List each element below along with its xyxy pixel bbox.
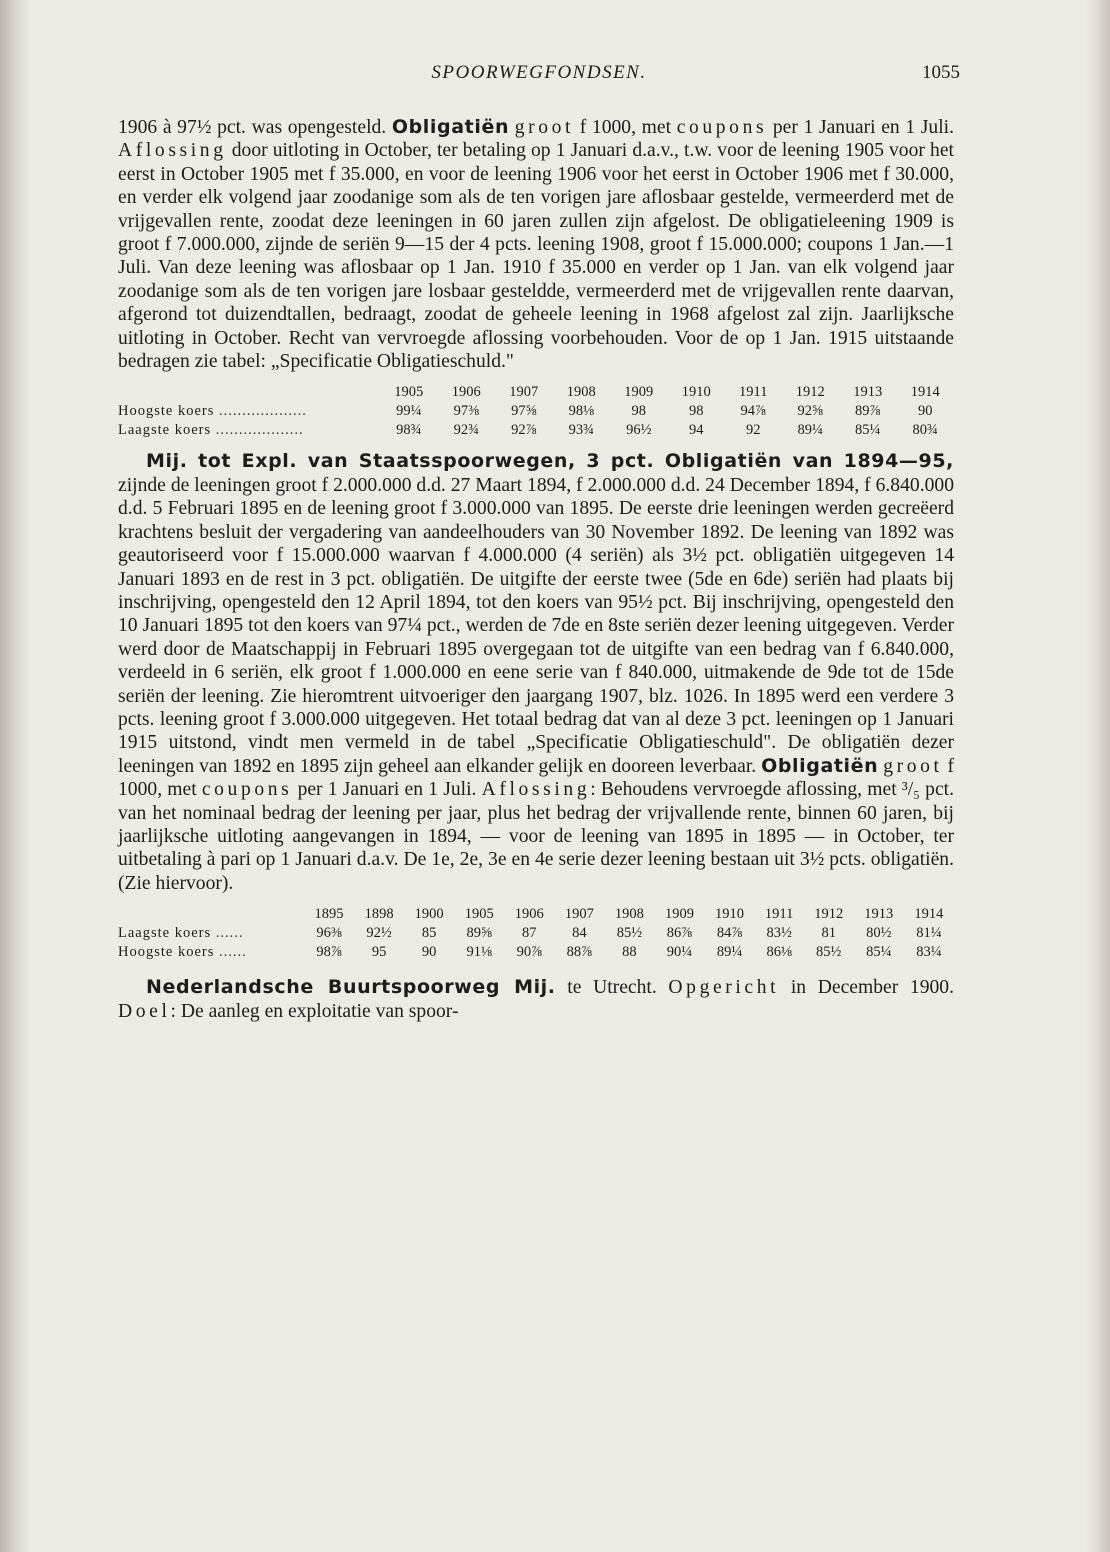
value-cell: 89¼	[797, 422, 823, 439]
value-cell: 90¼	[666, 944, 693, 961]
value-cell: 85	[421, 925, 437, 942]
value-cell: 88	[622, 944, 637, 961]
row-label-cell	[118, 421, 380, 440]
year-cell: 1905	[394, 384, 424, 401]
year-cell: 1898	[364, 906, 394, 923]
value-cell: 96⅜	[316, 925, 342, 942]
body-text	[118, 116, 954, 1023]
value-cell: 84⅞	[716, 925, 743, 942]
page-number: 1055	[922, 62, 960, 83]
value-cell: 83½	[766, 925, 792, 942]
value-cell: 91⅛	[466, 944, 492, 961]
spaced-term-aflossing: Aflossing	[118, 140, 227, 162]
year-cell: 1909	[624, 384, 654, 401]
value-cell: 92¾	[453, 422, 479, 439]
text-run: : Behoudens vervroegde aflossing, met ³/₅ pct. van het nominaal bedrag der leening per jaar, plus het bedrag der vrijvallende rente, binnen 60 jaren, bij jaarlijksche uitloting aangevangen in 1894, — voor de leening van 1895 in 1895 — in October, ter uitbetaling à pari op 1 Januari d.a.v. De 1e, 2e, 3e en 4e serie dezer leening bestaan uit 3½ pcts. obligatiën. (Zie hiervoor).	[118, 779, 955, 894]
value-cell: 81	[821, 925, 836, 942]
year-cell: 1905	[464, 906, 494, 923]
page-right-edge	[1084, 0, 1110, 1552]
value-cell: 98⅛	[568, 403, 594, 420]
koers-table-1	[118, 383, 954, 440]
running-title: SPOORWEGFONDSEN.	[431, 62, 647, 83]
row-label: Laagste koers	[118, 422, 212, 439]
table-row-hoogste-koers	[118, 943, 954, 962]
value-cell: 85¼	[866, 944, 892, 961]
text-run: in December 1900.	[779, 977, 954, 999]
value-cell: 99¼	[396, 403, 422, 420]
value-cell: 80½	[866, 925, 892, 942]
value-cell: 89¼	[716, 944, 743, 961]
page-left-edge	[0, 0, 32, 1552]
value-cell: 87	[522, 925, 537, 942]
value-cell: 85¼	[855, 422, 881, 439]
value-cell: 83¼	[916, 944, 942, 961]
dot-leader: ......	[215, 925, 244, 942]
spaced-term-coupons: coupons	[676, 117, 768, 138]
value-cell: 98	[689, 403, 704, 420]
value-cell: 85½	[616, 925, 643, 942]
table-corner	[118, 383, 380, 402]
page-header	[118, 62, 960, 88]
heading-obligatien: Obligatiën	[391, 116, 510, 138]
spaced-term-groot: groot	[883, 755, 943, 777]
year-cell: 1908	[614, 906, 644, 923]
value-cell: 92½	[366, 925, 392, 942]
row-label-cell	[118, 924, 304, 943]
text-run: : De aanleg en exploitatie van spoor-	[170, 1000, 459, 1022]
value-cell: 89⅞	[855, 403, 881, 420]
value-cell: 89⅝	[466, 925, 492, 942]
value-cell: 84	[572, 925, 587, 942]
text-run: f 1000, met	[574, 117, 677, 138]
heading-obligatien: Obligatiën	[761, 754, 879, 777]
year-cell: 1912	[795, 384, 825, 401]
value-cell: 86⅛	[766, 944, 792, 961]
koers-table-2-header	[118, 905, 954, 924]
value-cell: 80¾	[912, 422, 938, 439]
text-run: per 1 Januari en 1 Juli.	[767, 117, 954, 138]
paragraph-buurtspoorweg	[118, 976, 954, 1023]
spaced-term-opgericht: Opgericht	[668, 977, 780, 999]
dot-leader: ......	[219, 944, 247, 961]
value-cell: 97⅝	[511, 403, 537, 420]
value-cell: 92⅞	[511, 422, 537, 439]
year-cell: 1914	[914, 906, 944, 923]
text-run: f 1000, met	[118, 755, 954, 801]
row-label-cell	[118, 402, 380, 421]
year-cell: 1895	[314, 906, 344, 923]
value-cell: 96½	[626, 422, 652, 439]
koers-table-2	[118, 905, 954, 962]
table-row-laagste-koers	[118, 924, 954, 943]
year-cell: 1907	[564, 906, 594, 923]
text-run: zijnde de leeningen groot f 2.000.000 d.d. 27 Maart 1894, f 2.000.000 d.d. 24 December 1894, f 6.840.000 d.d. 5 Februari 1895 en de leening groot f 3.000.000 van 1895. De eerste drie leeningen werden gecreëerd krachtens besluit der vergadering van aandeelhouders van 30 November 1892. De leening van 1892 was geautoriseerd voor f 15.000.000 waarvan f 4.000.000 (4 seriën) als 3½ pct. obligatiën uitgegeven 14 Januari 1893 en de rest in 3 pct. obligatiën. De uitgifte der eerste twee (5de en 6de) seriën had plaats bij inschrijving, opengesteld den 12 April 1894, tot den koers van 95½ pct. Bij inschrijving, opengesteld den 10 Januari 1895 tot den koers van 97¼ pct., werden de 7de en 8ste seriën dezer leening uitgegeven. Verder werd door de Maatschappij in Februari 1895 overgegaan tot de uitgifte van een bedrag van f 6.840.000, verdeeld in 6 seriën, elk groot f 1.000.000 en eene serie van f 840.000, uitmakende de 9de tot de 15de seriën der leening. Zie hieromtrent uitvoeriger den jaargang 1907, blz. 1026. In 1895 werd een verdere 3 pcts. leening groot f 3.000.000 uitgegeven. Het totaal bedrag dat van al deze 3 pct. leeningen op 1 Januari 1915 uitstond, vindt men vermeld in de tabel „Specificatie Obligatieschuld". De obligatiën dezer leeningen van 1892 en 1895 zijn geheel aan elkander gelijk en dooreen leverbaar.	[118, 474, 954, 777]
row-label: Hoogste koers	[118, 403, 215, 420]
value-cell: 98¾	[396, 422, 422, 439]
value-cell: 85½	[816, 944, 842, 961]
spaced-term-doel: Doel	[118, 1000, 171, 1022]
year-cell: 1911	[738, 384, 768, 401]
year-cell: 1910	[681, 384, 711, 401]
value-cell: 95	[371, 944, 387, 961]
row-label: Laagste koers	[118, 925, 212, 942]
value-cell: 90⅞	[516, 944, 542, 961]
text-run: door uitloting in October, ter betaling op 1 Januari d.a.v., t.w. voor de leening 1905 voor het eerst in October 1905 met f 35.000, en voor de leening 1906 voor het eerst in October 1906 met f 30.000, en verder elk volgend jaar zoodanige som als de ten vorigen jare aflosbaar gestelde, vermeerderd met de vrijgevallen rente, zoodat deze leeningen in 60 jaren zullen zijn afgelost. De obligatieleening 1909 is groot f 7.000.000, zijnde de seriën 9—15 der 4 pcts. leening 1908, groot f 15.000.000; coupons 1 Jan.—1 Juli. Van deze leening was aflosbaar op 1 Jan. 1910 f 35.000 en verder op 1 Jan. van elk volgend jaar zoodanige som als de ten vorigen jare losbaar gesteldde, vermeerderd met de vrijgevallen rente daarvan, afgerond tot duizendtallen, bedraagt, zoodat de geheele leening in 1968 afgelost zal zijn. Jaarlijksche uitloting in October. Recht van vervroegde aflossing voorbehouden. Voor de op 1 Jan. 1915 uitstaande bedragen zie tabel: „Specificatie Obligatieschuld."	[118, 140, 954, 373]
text-run: 1906 à 97½ pct. was opengesteld.	[118, 117, 392, 138]
value-cell: 92⅝	[797, 403, 823, 420]
year-cell: 1909	[664, 906, 694, 923]
year-cell: 1914	[910, 384, 940, 401]
row-label-cell	[118, 943, 304, 962]
table-row-laagste-koers	[118, 421, 954, 440]
table-row-hoogste-koers	[118, 402, 954, 421]
spaced-term-aflossing: Aflossing	[481, 779, 591, 801]
year-cell: 1900	[414, 906, 444, 923]
year-cell: 1912	[814, 906, 844, 923]
year-cell: 1911	[764, 906, 794, 923]
year-cell: 1908	[566, 384, 596, 401]
value-cell: 93¾	[568, 422, 594, 439]
text-run: te Utrecht.	[555, 977, 669, 999]
dot-leader: ...................	[215, 422, 304, 439]
heading-buurtspoorweg: Nederlandsche Buurtspoorweg Mij.	[146, 976, 556, 999]
value-cell: 90	[421, 944, 437, 961]
year-cell: 1906	[451, 384, 481, 401]
value-cell: 98	[631, 403, 646, 420]
paragraph-obligaties-1906	[118, 116, 954, 373]
table-corner	[118, 905, 304, 924]
year-cell: 1913	[853, 384, 883, 401]
value-cell: 94	[689, 422, 704, 439]
row-label: Hoogste koers	[118, 944, 215, 961]
value-cell: 97⅜	[453, 403, 479, 420]
value-cell: 81¼	[916, 925, 942, 942]
value-cell: 88⅞	[566, 944, 593, 961]
heading-staatsspoorwegen: Mij. tot Expl. van Staatsspoorwegen, 3 pct. Obligatiën van 1894—95,	[146, 450, 954, 473]
spaced-term-coupons: coupons	[201, 779, 293, 801]
text-run: per 1 Januari en 1 Juli.	[292, 779, 482, 801]
value-cell: 98⅞	[316, 944, 342, 961]
spaced-term-groot: groot	[514, 117, 575, 138]
dot-leader: ...................	[219, 403, 307, 420]
paragraph-staatsspoorwegen	[118, 450, 954, 895]
value-cell: 90	[917, 403, 933, 420]
year-cell: 1910	[715, 906, 745, 923]
year-cell: 1906	[514, 906, 544, 923]
value-cell: 92	[745, 422, 761, 439]
koers-table-1-header	[118, 383, 954, 402]
year-cell: 1913	[864, 906, 894, 923]
year-cell: 1907	[509, 384, 539, 401]
value-cell: 94⅞	[740, 403, 766, 420]
value-cell: 86⅞	[666, 925, 693, 942]
